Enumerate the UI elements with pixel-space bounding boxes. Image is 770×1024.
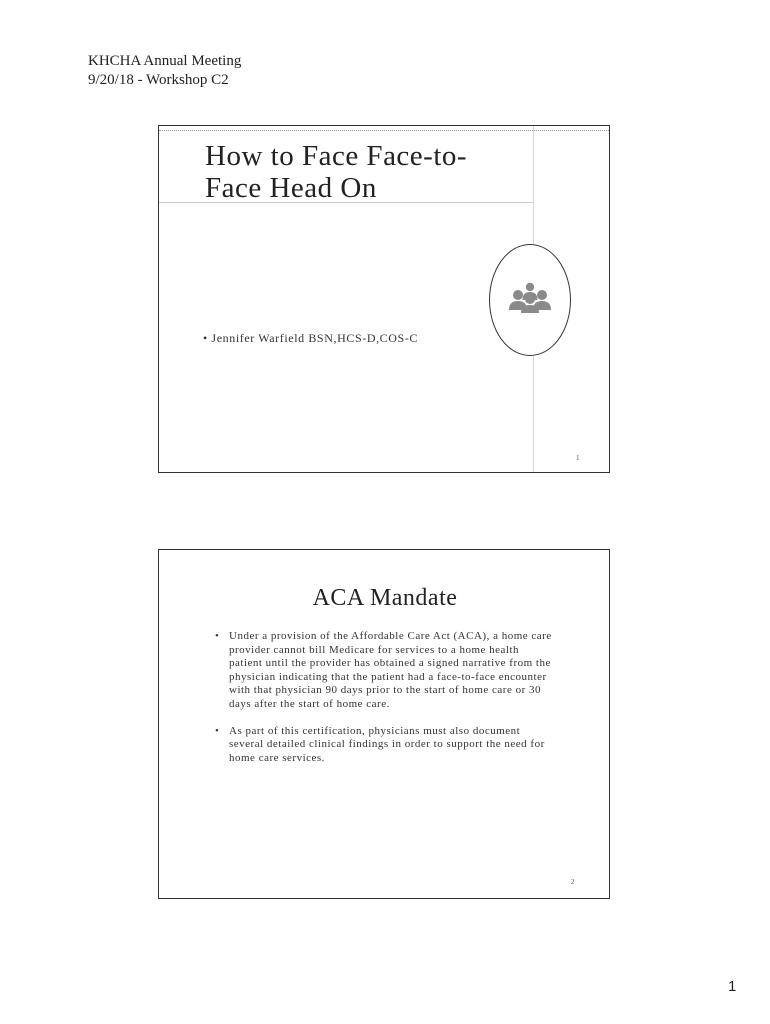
slide-1-title — [205, 140, 525, 204]
header-date-workshop: 9/20/18 - Workshop C2 — [88, 72, 229, 88]
slide-1-presenter — [203, 331, 418, 346]
bullet-text: As part of this certification, physicians must also document several detailed clinical findings in order to support the need for home care services. — [229, 724, 545, 764]
slide-1-title-line-1: How to Face Face-to- — [205, 140, 468, 172]
people-group-icon — [508, 281, 552, 313]
icon-circle — [489, 244, 571, 356]
document-header — [88, 52, 241, 90]
header-meeting-title: KHCHA Annual Meeting — [88, 53, 242, 69]
page-number: 1 — [728, 978, 737, 995]
slide-top-band — [159, 126, 609, 131]
slide-2 — [158, 549, 610, 899]
bullet-dot: • — [203, 331, 208, 345]
slide-1-title-line-2: Face Head On — [205, 172, 377, 204]
slide-2-bullet-list — [215, 630, 555, 778]
bullet-dot: • — [215, 724, 220, 737]
title-underline — [159, 202, 533, 203]
bullet-dot: • — [215, 630, 220, 642]
slide-1 — [158, 125, 610, 473]
presenter-name: Jennifer Warfield BSN,HCS-D,COS-C — [211, 331, 419, 345]
bullet-item — [215, 725, 555, 766]
bullet-item — [215, 630, 555, 712]
slide-number: 1 — [576, 454, 580, 462]
slide-number: 2 — [571, 878, 575, 886]
slide-2-title: ACA Mandate — [312, 585, 458, 611]
bullet-text: Under a provision of the Affordable Care Act (ACA), a home care provider cannot bill Medicare for services to a home health patient until the provider has obtained a signed narrative from the physician indicating that the patient had a face-to-face encounter with that physician 90 days prior to the start of home care or 30 days after the start of home care. — [229, 630, 552, 710]
